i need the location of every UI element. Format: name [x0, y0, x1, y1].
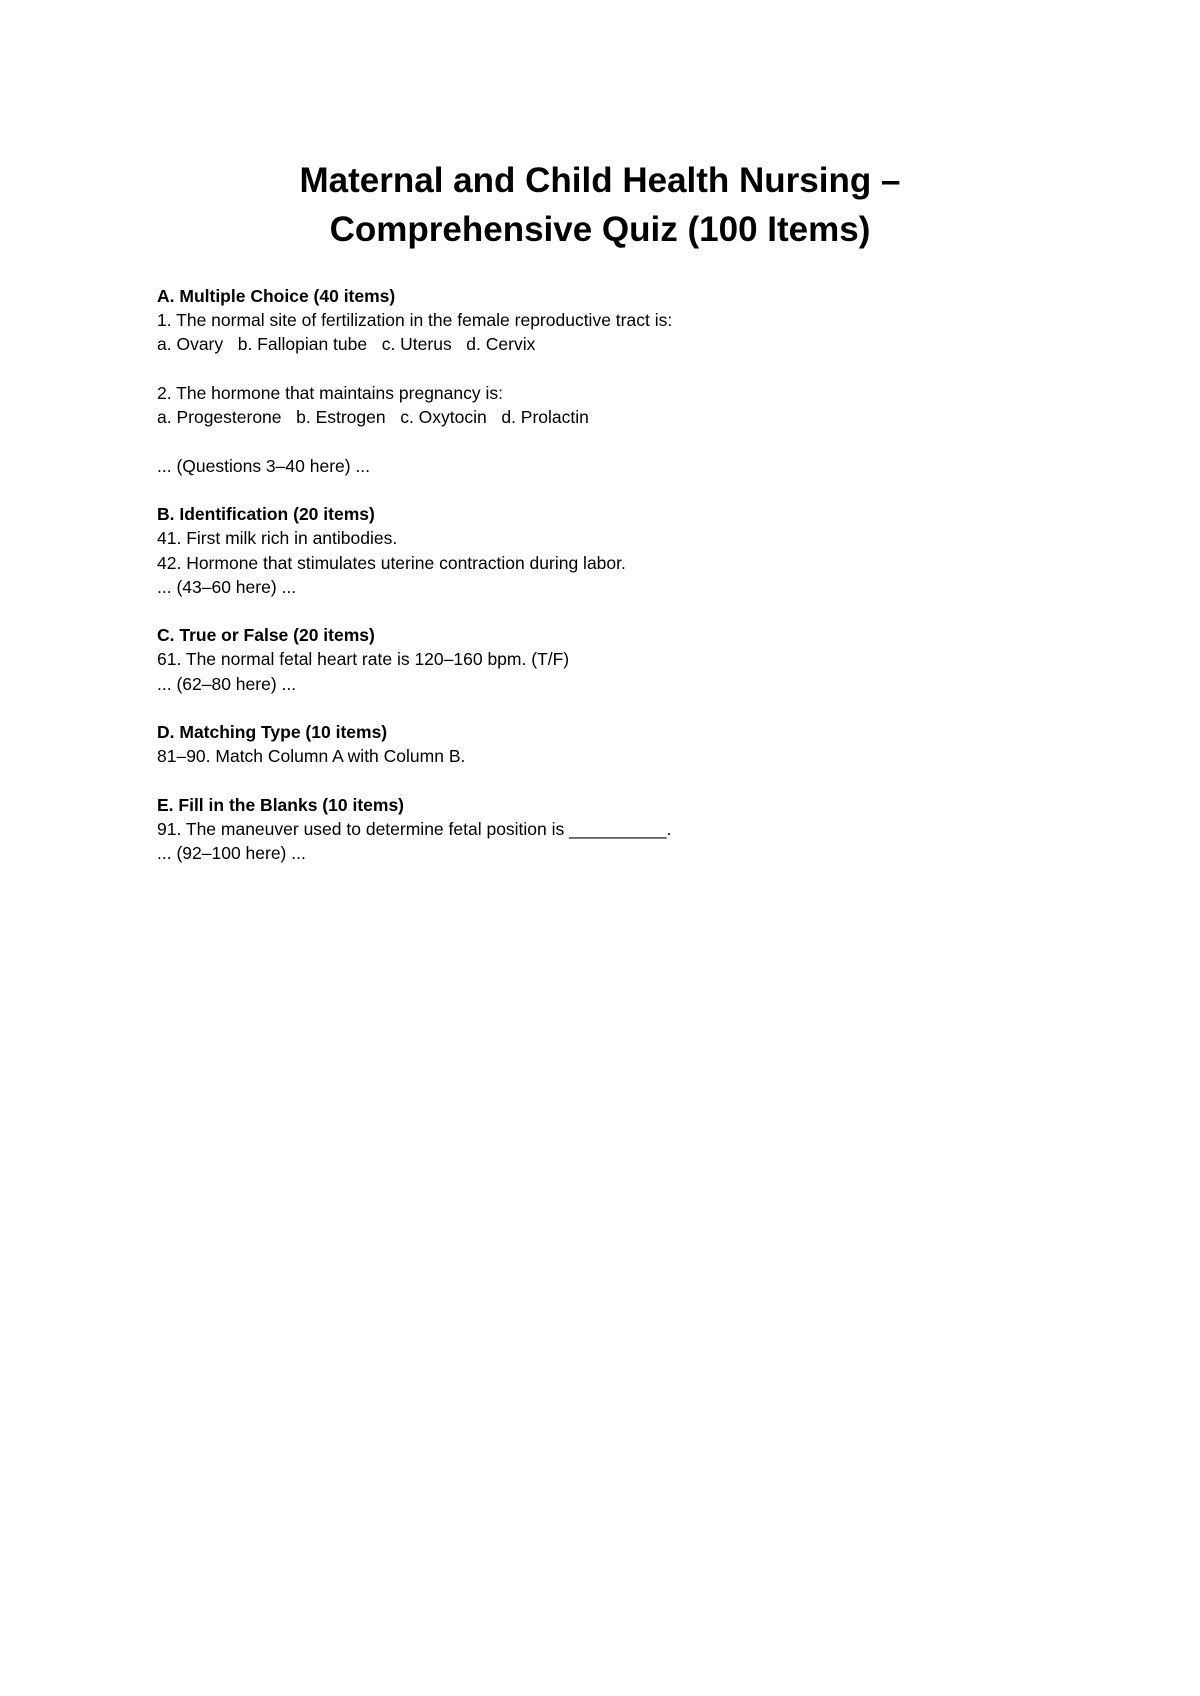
- section-e-note: ... (92–100 here) ...: [157, 843, 306, 863]
- page-title-line-2: Comprehensive Quiz (100 Items): [329, 210, 871, 249]
- section-e-heading: E. Fill in the Blanks (10 items): [157, 795, 405, 815]
- question-2: 2. The hormone that maintains pregnancy is:: [157, 383, 503, 403]
- page-title-line-1: Maternal and Child Health Nursing –: [299, 161, 901, 200]
- question-2-options: a. Progesterone b. Estrogen c. Oxytocin d. Prolactin: [157, 407, 589, 427]
- section-d-heading: D. Matching Type (10 items): [157, 722, 388, 742]
- question-1-options: a. Ovary b. Fallopian tube c. Uterus d. Cervix: [157, 334, 536, 354]
- section-b-note: ... (43–60 here) ...: [157, 577, 297, 597]
- question-41: 41. First milk rich in antibodies.: [157, 528, 398, 548]
- question-61: 61. The normal fetal heart rate is 120–160 bpm. (T/F): [157, 649, 570, 669]
- question-42: 42. Hormone that stimulates uterine contraction during labor.: [157, 553, 626, 573]
- question-1: 1. The normal site of fertilization in the female reproductive tract is:: [157, 310, 673, 330]
- section-a-heading: A. Multiple Choice (40 items): [157, 286, 396, 306]
- section-c-heading: C. True or False (20 items): [157, 625, 375, 645]
- section-b-heading: B. Identification (20 items): [157, 504, 375, 524]
- section-c-note: ... (62–80 here) ...: [157, 674, 297, 694]
- section-a-note: ... (Questions 3–40 here) ...: [157, 456, 371, 476]
- question-81-90: 81–90. Match Column A with Column B.: [157, 746, 466, 766]
- question-91: 91. The maneuver used to determine fetal position is __________.: [157, 819, 672, 839]
